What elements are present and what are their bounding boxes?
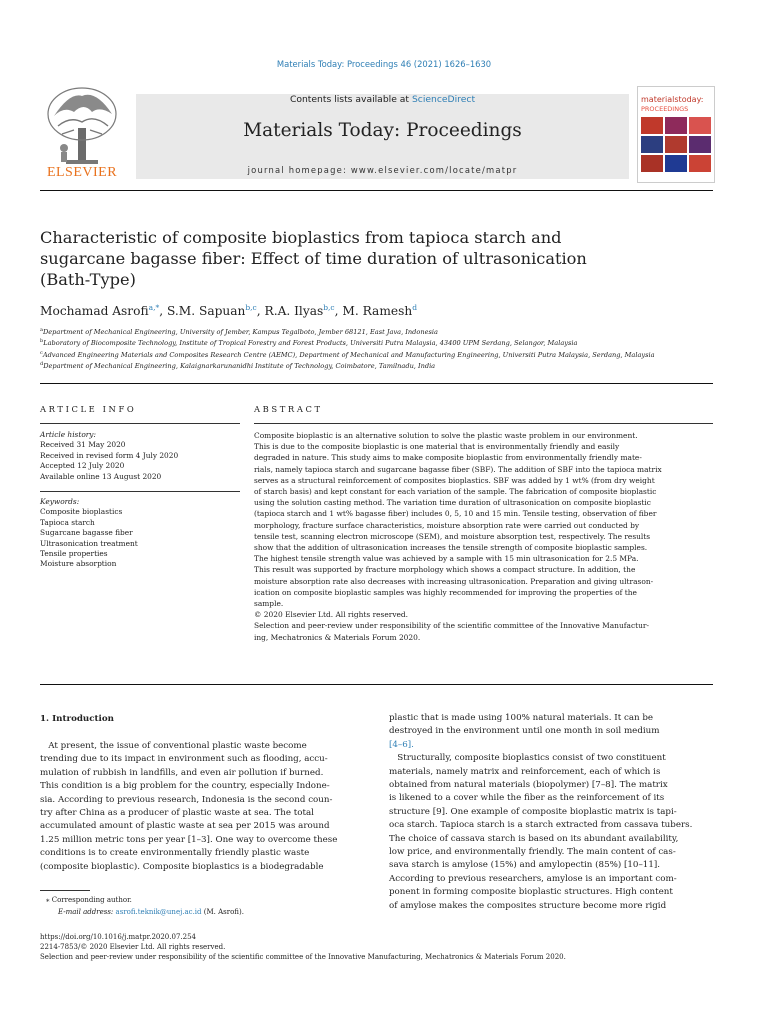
body-line: conditions is to create environmentally friendly plastic waste (40, 848, 310, 859)
copyright-line: © 2020 Elsevier Ltd. All rights reserved. (254, 610, 409, 620)
body-line: This condition is a big problem for the country, especially Indone- (40, 781, 330, 792)
history-item: Received in revised form 4 July 2020 (40, 450, 179, 460)
issn-line: 2214-7853/© 2020 Elsevier Ltd. All rights reserved. (40, 943, 226, 951)
body-column-left (40, 740, 365, 874)
body-line: destroyed in the environment until one month in soil medium (389, 726, 660, 737)
abstract-line: serves as a structural reinforcement of composites bioplastics. SBF was added by 1 wt% (from dry weight (254, 475, 655, 485)
keywords-label: Keywords: (40, 497, 80, 506)
abstract-line: degraded in nature. This study aims to make composite bioplastic from environmentally friendly mate- (254, 453, 642, 463)
body-line: 1.25 million metric tons per year [1–3]. One way to overcome these (40, 834, 338, 845)
affiliation (40, 361, 730, 370)
keywords (40, 497, 240, 570)
body-line: According to previous researchers, amylose is an important com- (389, 873, 677, 884)
article-title (40, 227, 640, 290)
body-line: low price, and environmentally friendly. The main content of cas- (389, 847, 676, 858)
body-line: obtained from natural materials (biopolymer) [7–8]. The matrix (389, 780, 668, 791)
author-affiliation-marker[interactable]: a,* (148, 303, 160, 312)
contents-prefix: Contents lists available at (289, 94, 412, 105)
author-separator: , (159, 304, 167, 319)
contents-line (136, 94, 629, 105)
cover-title-a: materialstoday: (641, 95, 704, 104)
body-line: materials, namely matrix and reinforcement, each of which is (389, 766, 661, 777)
author-affiliation-marker[interactable]: b,c (323, 303, 335, 312)
article-history (40, 430, 240, 482)
journal-title: Materials Today: Proceedings (243, 120, 522, 141)
keyword-item: Ultrasonication treatment (40, 538, 138, 548)
body-line: Structurally, composite bioplastics consist of two constituent (389, 753, 666, 764)
abstract-rule (254, 423, 713, 424)
journal-homepage[interactable]: journal homepage: www.elsevier.com/locate/matpr (247, 165, 518, 175)
corresponding-author-note: ⁎ Corresponding author. (46, 896, 132, 904)
abstract-line: using the solution casting method. The variation time duration of ultrasonication on composite bioplastic (254, 498, 651, 508)
body-line: At present, the issue of conventional plastic waste become (40, 741, 307, 751)
abstract-line: Composite bioplastic is an alternative solution to solve the plastic waste problem in our environment. (254, 431, 638, 440)
body-line: mulation of rubbish in landfills, and even air pollution if burned. (40, 767, 324, 778)
abstract-line: rials, namely tapioca starch and sugarcane bagasse fiber (SBF). The addition of SBF into the tapioca matrix (254, 464, 662, 474)
abstract-body (254, 430, 713, 643)
keyword-item: Tapioca starch (40, 517, 95, 527)
journal-reference[interactable]: Materials Today: Proceedings 46 (2021) 1626–1630 (276, 59, 492, 69)
abstract-line: moisture absorption rate also decreases with increasing ultrasonication. Preparation and giving ultrason- (254, 576, 654, 586)
abstract-line: sample. (254, 599, 284, 609)
affiliation (40, 338, 730, 347)
email-label: E-mail address: (58, 908, 116, 916)
abstract-line: The highest tensile strength value was achieved by a sample with 15 min ultrasonication for 2.5 MPa. (254, 554, 639, 564)
selection-line: Selection and peer-review under responsibility of the scientific committee of the Innovative Manufacturing, Mechatronics & Materials Forum 2020. (40, 953, 566, 961)
author-name: S.M. Sapuan (166, 304, 246, 319)
author-affiliation-marker[interactable]: b,c (245, 303, 257, 312)
email-link[interactable]: asrofi.teknik@unej.ac.id (115, 908, 202, 916)
keyword-item: Moisture absorption (40, 559, 117, 569)
history-rule (40, 491, 240, 492)
affiliation (40, 327, 730, 336)
abstract-line: morphology, fracture surface characteristics, moisture absorption rate were carried out conducted by (254, 520, 640, 530)
affiliation-text: Department of Mechanical Engineering, University of Jember, Kampus Tegalboto, Jember 68121, East Java, Indonesia (42, 328, 438, 337)
abstract-line: (tapioca starch and 1 wt% bagasse fiber) includes 0, 5, 10 and 15 min. Tensile testing, observation of fiber (254, 509, 657, 519)
abstract-bottom-rule (40, 684, 713, 685)
history-item: Accepted 12 July 2020 (40, 461, 125, 471)
body-column-right (389, 712, 714, 913)
author-name: Mochamad Asrofi (40, 304, 149, 319)
author-list (40, 303, 720, 318)
abstract-line: This is due to the composite bioplastic is one material that is environmentally friendly and easily (254, 442, 620, 452)
author-name: M. Ramesh (342, 304, 413, 319)
abstract-heading: ABSTRACT (254, 404, 323, 414)
body-line: accumulated amount of plastic waste at sea per 2015 was around (40, 821, 330, 832)
email-suffix: (M. Asrofi). (201, 908, 244, 916)
author-separator: , (256, 304, 265, 319)
doi-link[interactable]: https://doi.org/10.1016/j.matpr.2020.07.254 (40, 933, 196, 941)
body-line: ponent in forming composite bioplastic structures. High content (389, 887, 673, 898)
body-line: of amylose makes the composites structure become more rigid (389, 900, 667, 911)
abstract-line: ication on composite bioplastic samples was highly recommended for improving the properties of the (254, 587, 637, 597)
body-line: trending due to its impact in environment such as flooding, accu- (40, 754, 328, 765)
keyword-item: Composite bioplastics (40, 507, 123, 517)
affiliation-text: Department of Mechanical Engineering, Kalaignarkarunanidhi Institute of Technology, Coimbatore, Tamilnadu, India (43, 362, 436, 371)
abstract-line: ing, Mechatronics & Materials Forum 2020. (254, 632, 421, 642)
affiliation-marker: a (40, 327, 43, 333)
citation-line[interactable]: [4–6]. (389, 739, 414, 750)
journal-cover-thumbnail[interactable] (637, 86, 715, 183)
sciencedirect-link[interactable]: ScienceDirect (411, 94, 476, 105)
abstract-line: tensile test, scanning electron microscope (SEM), and moisture absorption test, respectively. The results (254, 531, 651, 541)
article-info-heading: ARTICLE INFO (40, 404, 137, 414)
elsevier-wordmark: ELSEVIER (46, 165, 118, 180)
header-rule (40, 190, 713, 191)
section-heading-introduction: 1. Introduction (40, 714, 114, 724)
author-name: R.A. Ilyas (264, 304, 324, 319)
keyword-item: Tensile properties (40, 549, 108, 559)
body-line: sava starch is amylose (15%) and amylopectin (85%) [10–11]. (389, 860, 661, 871)
abstract-line: show that the addition of ultrasonication increases the tensile strength of composite bioplastic samples. (254, 543, 648, 553)
email-footnote (58, 908, 244, 916)
body-line: (composite bioplastic). Composite bioplastics is a biodegradable (40, 861, 324, 872)
body-line: The choice of cassava starch is based on its abundant availability, (389, 833, 679, 844)
body-line: try after China as a producer of plastic waste at sea. The total (40, 808, 314, 819)
abstract-line: This result was supported by fracture morphology which shows a compact structure. In addition, the (254, 565, 636, 575)
abstract-line: of starch basis) and kept constant for each variation of the sample. The fabrication of composite bioplastic (254, 487, 657, 497)
article-info-rule (40, 423, 240, 424)
affiliation-text: Advanced Engineering Materials and Composites Research Centre (AEMC), Department of Mechanical and Manufacturing Engineering, Universiti Putra Malaysia, Serdang, Malaysia (42, 351, 655, 360)
affiliation-marker: d (40, 361, 44, 367)
author-separator: , (334, 304, 343, 319)
cover-image-grid (641, 117, 711, 173)
footnote-rule (40, 890, 90, 891)
title-line: Characteristic of composite bioplastics from tapioca starch and (40, 228, 562, 247)
body-line: oca starch. Tapioca starch is a starch extracted from cassava tubers. (389, 820, 693, 831)
affiliation-text: Laboratory of Biocomposite Technology, Institute of Tropical Forestry and Forest Products, Universiti Putra Malaysia, 43400 UPM Serdang, Selangor, Malaysia (43, 339, 578, 348)
author-affiliation-marker[interactable]: d (412, 303, 418, 312)
affiliation-marker: b (40, 338, 44, 344)
title-line: (Bath-Type) (40, 270, 136, 289)
journal-masthead (136, 94, 629, 179)
abstract-line: Selection and peer-review under responsibility of the scientific committee of the Innovative Manufactur- (254, 621, 649, 631)
body-line: is likened to a cover while the fiber as the reinforcement of its (389, 793, 665, 804)
history-item: Available online 13 August 2020 (40, 471, 162, 481)
history-label: Article history: (40, 430, 96, 439)
body-line: sia. According to previous research, Indonesia is the second coun- (40, 794, 333, 805)
affiliation-rule (40, 383, 713, 384)
affiliation (40, 350, 730, 359)
history-item: Received 31 May 2020 (40, 440, 126, 450)
affiliation-marker: c (40, 350, 43, 356)
body-line: structure [9]. One example of composite bioplastic matrix is tapi- (389, 806, 677, 817)
cover-title-b: PROCEEDINGS (641, 105, 689, 113)
keyword-item: Sugarcane bagasse fiber (40, 528, 133, 538)
title-line: sugarcane bagasse fiber: Effect of time duration of ultrasonication (40, 249, 587, 268)
body-line: plastic that is made using 100% natural materials. It can be (389, 713, 654, 723)
